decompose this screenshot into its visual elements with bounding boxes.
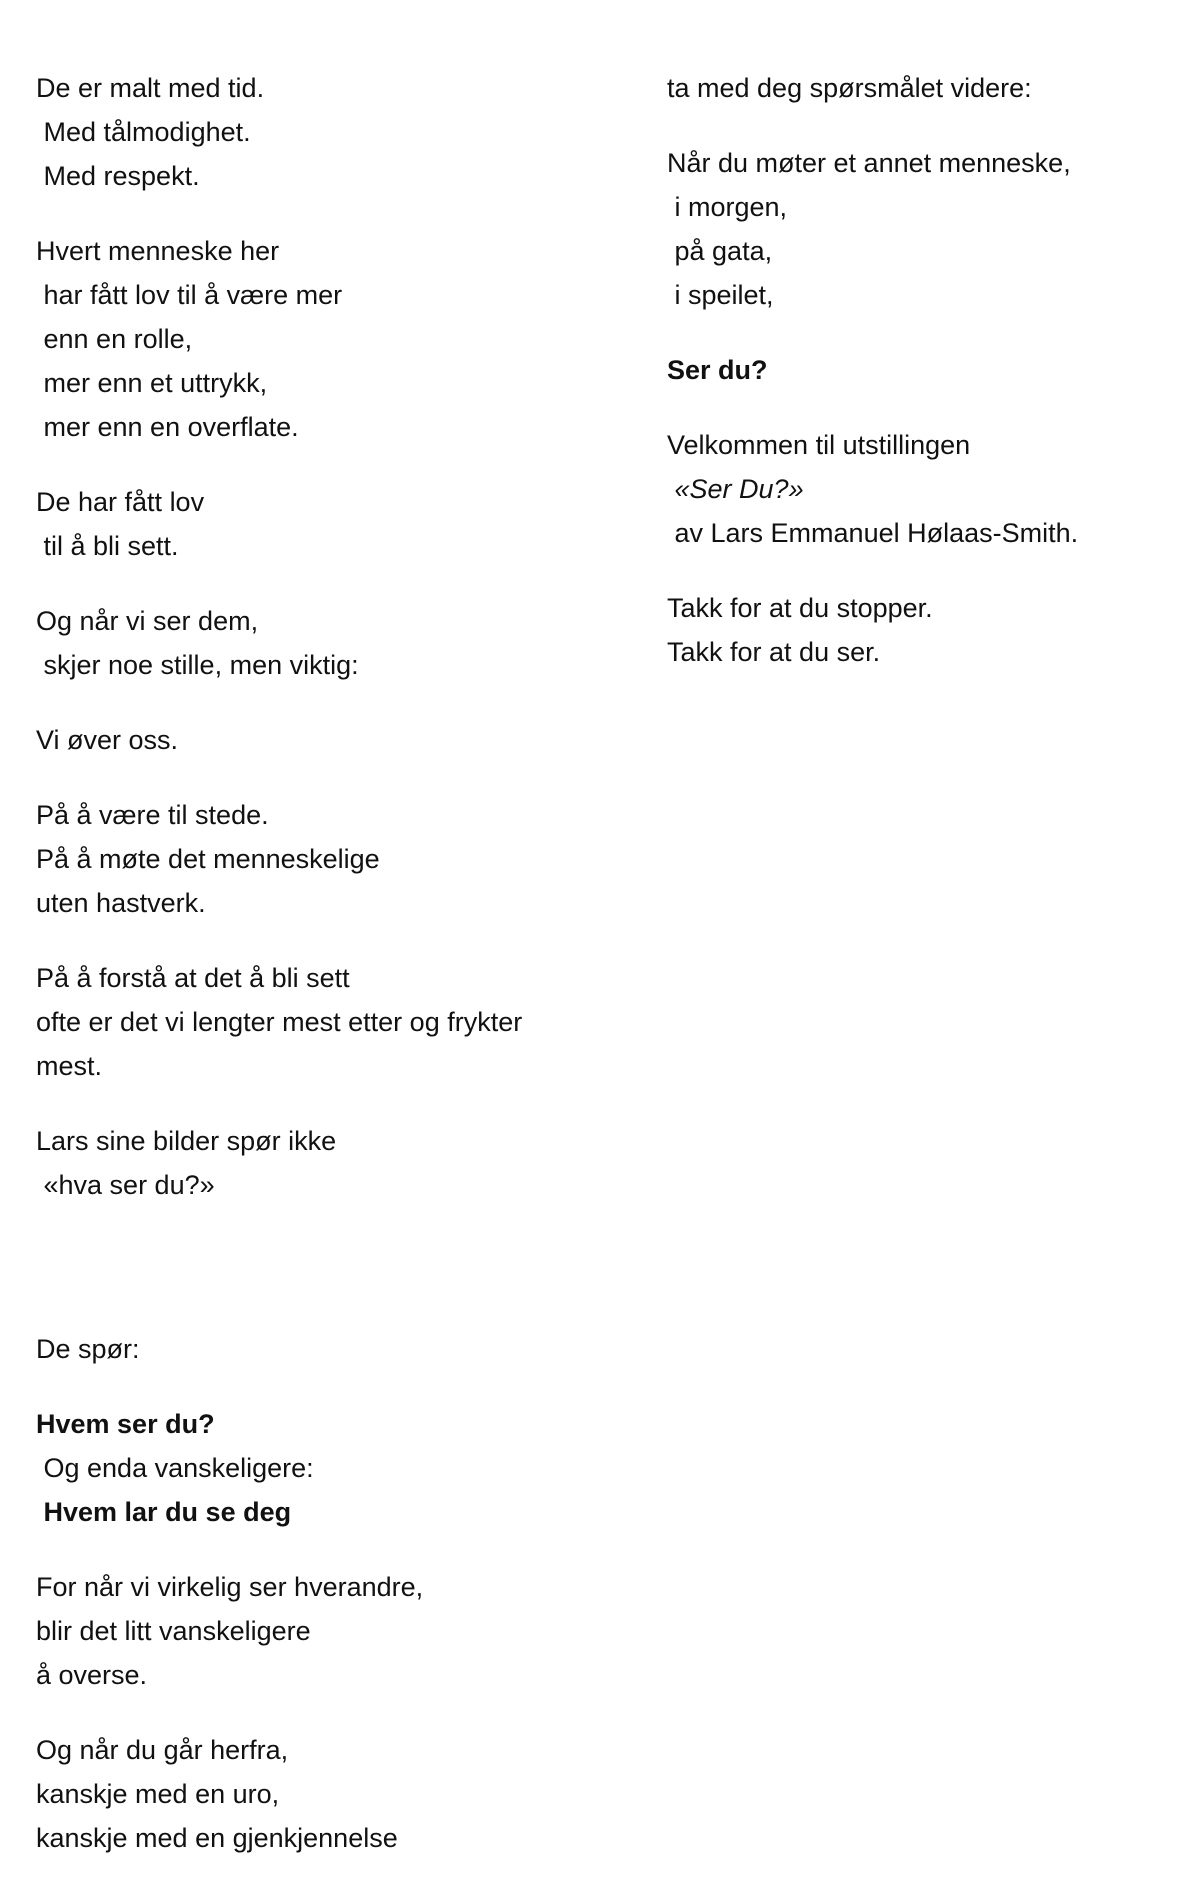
text-line: Og enda vanskeligere: [36, 1453, 314, 1483]
text-line: På å være til stede. [36, 800, 269, 830]
text-line: På å møte det menneskelige [36, 844, 380, 874]
stanza [667, 141, 1172, 317]
stanza [36, 793, 636, 925]
text-line: skjer noe stille, men viktig: [36, 650, 359, 680]
right-column [667, 66, 1172, 705]
stanza [667, 66, 1172, 110]
stanza [36, 1119, 636, 1207]
text-line: enn en rolle, [36, 324, 193, 354]
text-line: Velkommen til utstillingen [667, 430, 971, 460]
stanza [36, 599, 636, 687]
text-line: blir det litt vanskeligere [36, 1616, 311, 1646]
stanza [36, 480, 636, 568]
text-line: De er malt med tid. [36, 73, 265, 103]
exhibition-title: «Ser Du?» [667, 474, 804, 504]
text-line: Med respekt. [36, 161, 200, 191]
stanza [36, 1565, 636, 1697]
text-line: De spør: [36, 1334, 140, 1364]
stanza [667, 348, 1172, 392]
stanza [36, 1402, 636, 1534]
emphasis-line: Ser du? [667, 355, 768, 385]
text-line: Og når du går herfra, [36, 1735, 289, 1765]
text-line: For når vi virkelig ser hverandre, [36, 1572, 424, 1602]
text-line: Takk for at du ser. [667, 637, 881, 667]
text-line: De har fått lov [36, 487, 205, 517]
left-column [36, 66, 636, 1891]
text-line: Vi øver oss. [36, 725, 179, 755]
text-line: Hvert menneske her [36, 236, 280, 266]
stanza [667, 586, 1172, 674]
text-line: har fått lov til å være mer [36, 280, 343, 310]
text-line: uten hastverk. [36, 888, 206, 918]
text-line: ta med deg spørsmålet videre: [667, 73, 1032, 103]
emphasis-line: Hvem lar du se deg [36, 1497, 292, 1527]
stanza [36, 956, 636, 1088]
text-line: kanskje med en gjenkjennelse [36, 1823, 398, 1853]
stanza [667, 423, 1172, 555]
text-line: Når du møter et annet menneske, [667, 148, 1071, 178]
stanza [36, 66, 636, 198]
text-line: «hva ser du?» [36, 1170, 215, 1200]
text-line: mer enn en overflate. [36, 412, 299, 442]
text-line: Lars sine bilder spør ikke [36, 1126, 337, 1156]
text-line: av Lars Emmanuel Hølaas-Smith. [667, 518, 1079, 548]
text-line: til å bli sett. [36, 531, 179, 561]
stanza [36, 1728, 636, 1860]
text-line: kanskje med en uro, [36, 1779, 280, 1809]
text-line: mest. [36, 1051, 103, 1081]
text-line: i speilet, [667, 280, 774, 310]
text-line: i morgen, [667, 192, 788, 222]
stanza [36, 1327, 636, 1371]
text-line: Med tålmodighet. [36, 117, 251, 147]
text-line: mer enn et uttrykk, [36, 368, 268, 398]
text-line: På å forstå at det å bli sett [36, 963, 350, 993]
emphasis-line: Hvem ser du? [36, 1409, 215, 1439]
text-line: å overse. [36, 1660, 148, 1690]
text-line: Takk for at du stopper. [667, 593, 933, 623]
stanza [36, 229, 636, 449]
text-line: ofte er det vi lengter mest etter og frykter [36, 1007, 523, 1037]
text-line: Og når vi ser dem, [36, 606, 259, 636]
text-line: på gata, [667, 236, 773, 266]
stanza [36, 718, 636, 762]
